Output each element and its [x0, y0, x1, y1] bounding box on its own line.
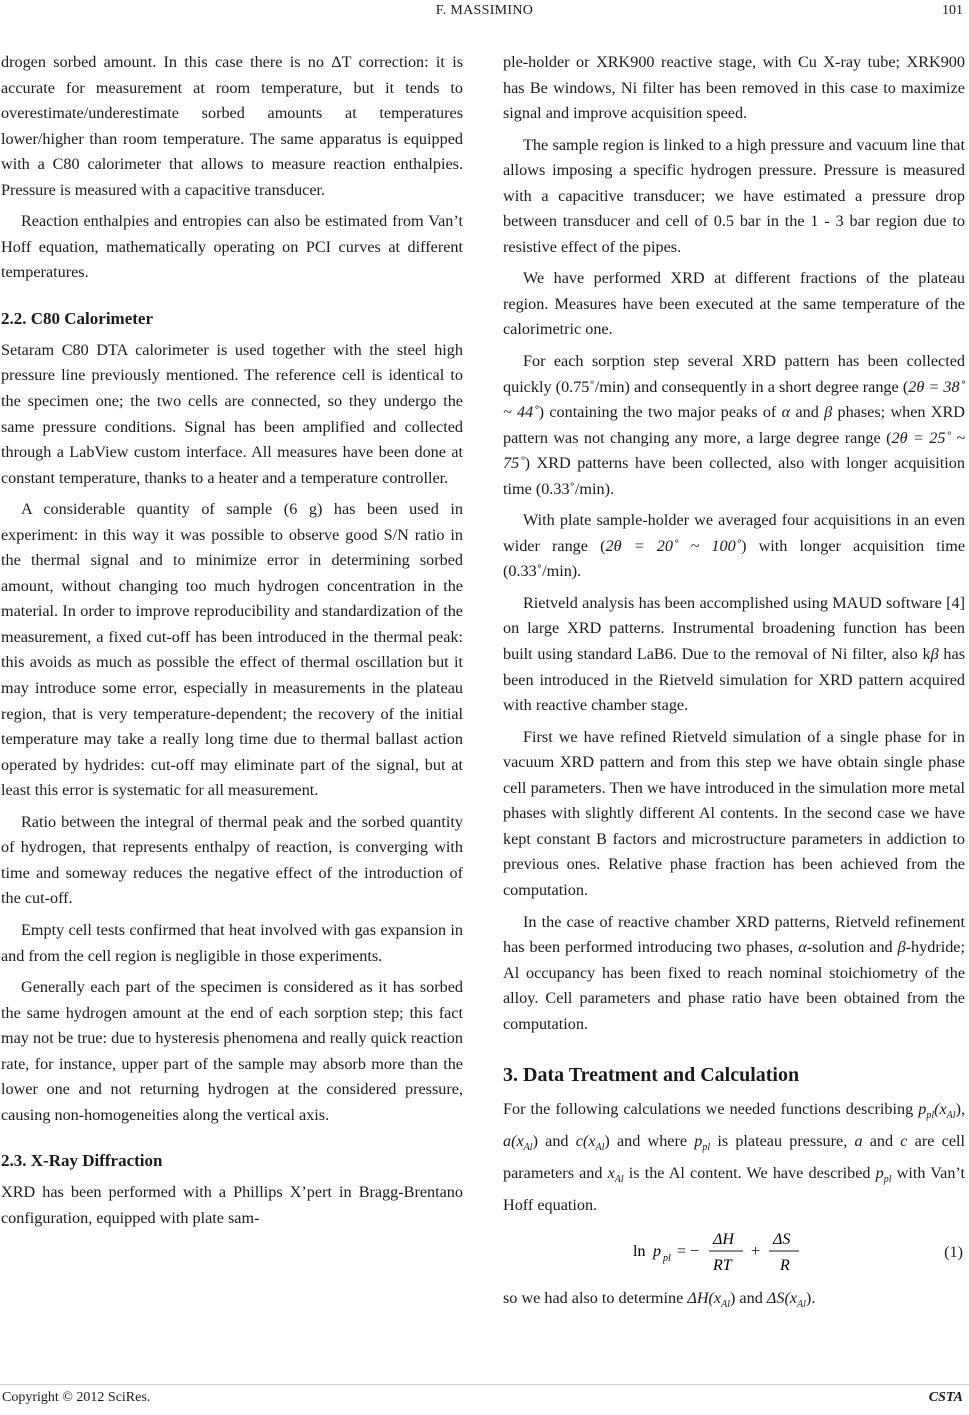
math-inline: (x	[708, 1289, 722, 1308]
right-column	[503, 50, 965, 1318]
section-heading-xrd: 2.3. X-Ray Diffraction	[1, 1151, 163, 1171]
math-inline: β	[824, 403, 833, 422]
page-number: 101	[942, 3, 963, 18]
copyright-notice: Copyright © 2012 SciRes.	[2, 1390, 151, 1405]
paragraph: Ratio between the integral of thermal peak and the sorbed quantity of hydrogen, that represents enthalpy of reaction, is converging with time and someway reduces the negative effect of the introduction of the cut-off.	[1, 812, 463, 908]
page-header	[0, 0, 969, 26]
math-inline: c(x	[575, 1132, 596, 1151]
eq-plus: +	[751, 1243, 761, 1261]
math-inline: (x	[934, 1100, 947, 1119]
eq-pl-subscript: pl	[663, 1253, 671, 1265]
eq-p: p	[653, 1243, 661, 1261]
text-run: ) with longer acquisition time (0.33˚/min).	[503, 536, 965, 581]
math-inline: β	[930, 645, 939, 664]
paragraph	[503, 1097, 965, 1218]
paragraph: The sample region is linked to a high pressure and vacuum line that allows imposing a specific hydrogen pressure. Pressure is measured with a capacitive transducer; we have estimated a pressure drop between transducer and cell of 0.5 bar in the 1 - 3 bar region due to resistive effect of the pipes.	[503, 135, 965, 256]
text-run: )	[604, 1132, 610, 1151]
paragraph: Setaram C80 DTA calorimeter is used together with the steel high pressure line previously mentioned. The reference cell is identical to the specimen one; the two cells are connected, so they undergo the same pressure conditions. Signal has been amplified and collected through a LabView custom interface. All measures have been done at constant temperature, thanks to a heater and a temperature controller.	[1, 340, 463, 487]
math-inline: p	[875, 1163, 884, 1182]
math-inline: c	[900, 1132, 908, 1151]
math-subscript: Al	[721, 1299, 730, 1311]
eq-ln: ln	[633, 1243, 646, 1261]
math-inline: ΔS	[766, 1289, 785, 1308]
paragraph: Empty cell tests confirmed that heat involved with gas expansion in and from the cell region is negligible in those experiments.	[1, 920, 463, 965]
eq-rt: RT	[713, 1257, 732, 1275]
left-column	[1, 50, 463, 1231]
math-subscript: Al	[595, 1142, 605, 1154]
math-inline: α	[781, 403, 791, 422]
paragraph: drogen sorbed amount. In this case there is no ΔT correction: it is accurate for measurement at room temperature, but it tends to overestimate/underestimate sorbed amounts at temperatures lower/higher than room temperature. The same apparatus is equipped with a C80 calorimeter that allows to measure reaction enthalpies. Pressure is measured with a capacitive transducer.	[1, 53, 463, 199]
equation-number: (1)	[944, 1243, 963, 1262]
text-run: )	[805, 1289, 812, 1308]
text-run: are cell parameters and	[503, 1132, 965, 1182]
paragraph: Reaction enthalpies and entropies can also be estimated from Van’t Hoff equation, mathematically operating on PCI curves at different temperatures.	[1, 212, 463, 282]
van-t-hoff-equation	[633, 1224, 833, 1278]
paragraph	[503, 1286, 965, 1318]
page-footer	[0, 1390, 969, 1412]
math-subscript: Al	[946, 1110, 956, 1122]
text-run: )	[532, 1132, 538, 1151]
text-run: with Van’t Hoff equation.	[503, 1163, 966, 1214]
math-inline: p	[694, 1132, 703, 1151]
paragraph	[503, 349, 965, 502]
math-subscript: Al	[614, 1174, 624, 1186]
text-run: )	[729, 1289, 736, 1308]
paragraph	[503, 910, 965, 1038]
math-inline: ΔH	[687, 1289, 709, 1308]
paragraph: ple-holder or XRK900 reactive stage, with Cu X-ray tube; XRK900 has Be windows, Ni filter has been removed in this case to maximize signal and improve acquisition speed.	[503, 53, 965, 123]
text-run: and where	[609, 1132, 695, 1151]
math-inline: a	[854, 1132, 863, 1151]
math-inline: p	[918, 1100, 927, 1119]
text-run: and	[790, 403, 825, 422]
math-inline: (x	[784, 1289, 798, 1308]
paragraph: Generally each part of the specimen is considered as it has sorbed the same hydrogen amount at the end of each sorption step; this fact may not be true: due to hysteresis phenomena and really quick reaction rate, for instance, upper part of the sample may absorb more than the lower one and not returning hydrogen at the considered pressure, causing non-homogeneities along the vertical axis.	[1, 978, 463, 1124]
text-run: Rietveld analysis has been accomplished using MAUD software [4] on large XRD patterns. Instrumental broadening function has been built using standard LaB6. Due to the removal of Ni filter, also k	[503, 593, 965, 664]
eq-r: R	[780, 1257, 790, 1275]
journal-abbreviation: CSTA	[928, 1390, 963, 1405]
math-subscript: pl	[926, 1110, 935, 1122]
section-heading-data-treatment: 3. Data Treatment and Calculation	[503, 1064, 800, 1087]
text-run: is the Al content. We have described	[623, 1163, 876, 1182]
footer-rule	[0, 1384, 969, 1385]
equation-1	[503, 1224, 965, 1278]
running-head-author: F. MASSIMINO	[435, 3, 534, 18]
text-run: phases; when XRD pattern was not changing any more, a large degree range (	[503, 403, 965, 447]
paragraph: We have performed XRD at different fractions of the plateau region. Measures have been executed at the same temperature of the calorimetric one.	[503, 269, 965, 339]
text-run: In the case of reactive chamber XRD patterns, Rietveld refinement has been performed introducing two phases,	[503, 912, 965, 957]
math-inline: α	[798, 938, 807, 957]
math-subscript: pl	[702, 1142, 711, 1154]
math-subscript: Al	[797, 1299, 806, 1311]
paragraph: A considerable quantity of sample (6 g) has been used in experiment: in this way it was possible to observe good S/N ratio in the thermal signal and to minimize error in determining sorbed amount, without changing too much hydrogen concentration in the material. In order to improve reproducibility and standardization of the measurement, a fixed cut-off has been introduced in the thermal peak: this avoids as much as possible the effect of thermal oscillation but it may introduce some error, especially in measurements in the plateau region, that is very temperature-dependent; the recovery of the initial temperature may take a really long time due to thermal ballast action operated by hydrides: cut-off may eliminate part of the signal, but at least this error is systematic for all measurement.	[1, 500, 463, 800]
text-run: For each sorption step several XRD pattern has been collected quickly (0.75˚/min) and consequently in a short degree range (	[503, 352, 965, 396]
text-run: ,	[960, 1100, 965, 1119]
eq-delta-h: ΔH	[713, 1231, 734, 1249]
eq-equals-minus: = −	[677, 1243, 700, 1261]
math-subscript: Al	[523, 1142, 533, 1154]
math-inline: 2θ = 20˚ ~ 100˚	[605, 536, 742, 555]
text-run: is plateau pressure,	[710, 1132, 855, 1151]
text-run: and	[537, 1132, 576, 1151]
text-run: and	[862, 1132, 901, 1151]
math-inline: x	[607, 1163, 615, 1182]
math-inline: 2θ = 38˚ ~ 44˚	[503, 377, 966, 422]
text-run: With plate sample-holder we averaged four acquisitions in an even wider range (	[503, 511, 965, 555]
text-run: ) containing the two major peaks of	[538, 403, 782, 422]
paragraph	[503, 508, 965, 585]
text-run: -solution and	[806, 938, 898, 957]
text-run: ) XRD patterns have been collected, also with longer acquisition time (0.33˚/min).	[503, 454, 965, 498]
text-run: so we had also to determine	[503, 1289, 688, 1308]
math-inline: 2θ = 25˚ ~ 75˚	[503, 428, 965, 473]
text-run: .	[811, 1289, 816, 1308]
math-inline: a(x	[503, 1132, 524, 1151]
text-run: -hydride; Al occupancy has been fixed to reach nominal stoichiometry of the alloy. Cell parameters and phase ratio have been obtained from the computation.	[503, 938, 965, 1033]
math-subscript: pl	[883, 1174, 892, 1186]
text-run: and	[735, 1289, 767, 1308]
text-run: )	[955, 1100, 961, 1119]
text-run: has been introduced in the Rietveld simulation for XRD pattern acquired with reactive chamber stage.	[503, 645, 965, 715]
paragraph	[503, 591, 965, 719]
paragraph: XRD has been performed with a Phillips X’pert in Bragg-Brentano configuration, equipped with plate sam-	[1, 1183, 463, 1227]
paragraph: First we have refined Rietveld simulation of a single phase for in vacuum XRD pattern and from this step we have obtain single phase cell parameters. Then we have introduced in the simulation more metal phases with slightly different Al contents. In the second case we have kept constant B factors and microstructure parameters in addiction to previous ones. Relative phase fraction has been achieved from the computation.	[503, 727, 965, 899]
eq-delta-s: ΔS	[773, 1231, 791, 1249]
math-inline: β	[897, 938, 906, 957]
section-heading-c80: 2.2. C80 Calorimeter	[1, 308, 154, 328]
text-run: For the following calculations we needed functions describing	[503, 1100, 919, 1119]
